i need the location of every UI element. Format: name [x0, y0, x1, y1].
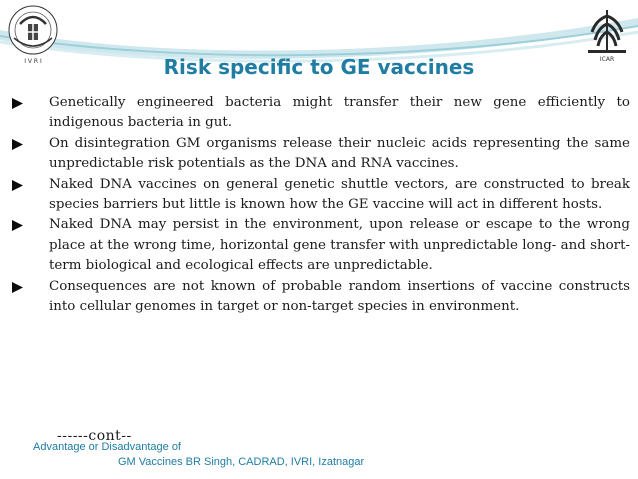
footer-line-2: GM Vaccines BR Singh, CADRAD, IVRI, Izatnagar	[118, 456, 365, 468]
bullet-text: Genetically engineered bacteria might transfer their new gene efficiently to indigenous bacteria in gut.	[49, 95, 630, 131]
continuation-text: ------cont--	[57, 428, 132, 444]
bullet-text: Consequences are not known of probable random insertions of vaccine constructs into cellular genomes in target or non-target species in environment.	[49, 278, 630, 315]
bullet-item	[12, 93, 630, 134]
slide-title: Risk specific to GE vaccines	[163, 55, 475, 79]
bullet-item	[12, 277, 630, 318]
bullet-marker-icon	[12, 282, 23, 293]
bullet-item	[12, 175, 630, 216]
bullet-item	[12, 215, 630, 276]
bullet-marker-icon	[12, 180, 23, 191]
bullet-text: Naked DNA vaccines on general genetic shuttle vectors, are constructed to break species barriers but little is known how the GE vaccine will act in different hosts.	[49, 176, 630, 213]
bullet-list	[12, 93, 630, 317]
bullet-marker-icon	[12, 220, 23, 231]
svg-text:ICAR: ICAR	[599, 56, 615, 63]
footer-line-1: Advantage or Disadvantage of	[33, 441, 181, 453]
bullet-text: Naked DNA may persist in the environment, upon release or escape to the wrong place at the wrong time, horizontal gene transfer with unpredictable long- and short-term biological and ecological effects are unpredictable.	[49, 217, 630, 274]
svg-text:I V R I: I V R I	[24, 58, 42, 65]
bullet-item	[12, 134, 630, 175]
bullet-marker-icon	[12, 139, 23, 150]
bullet-text: On disintegration GM organisms release their nucleic acids representing the same unpredictable risk potentials as the DNA and RNA vaccines.	[49, 135, 630, 172]
bullet-marker-icon	[12, 98, 23, 109]
